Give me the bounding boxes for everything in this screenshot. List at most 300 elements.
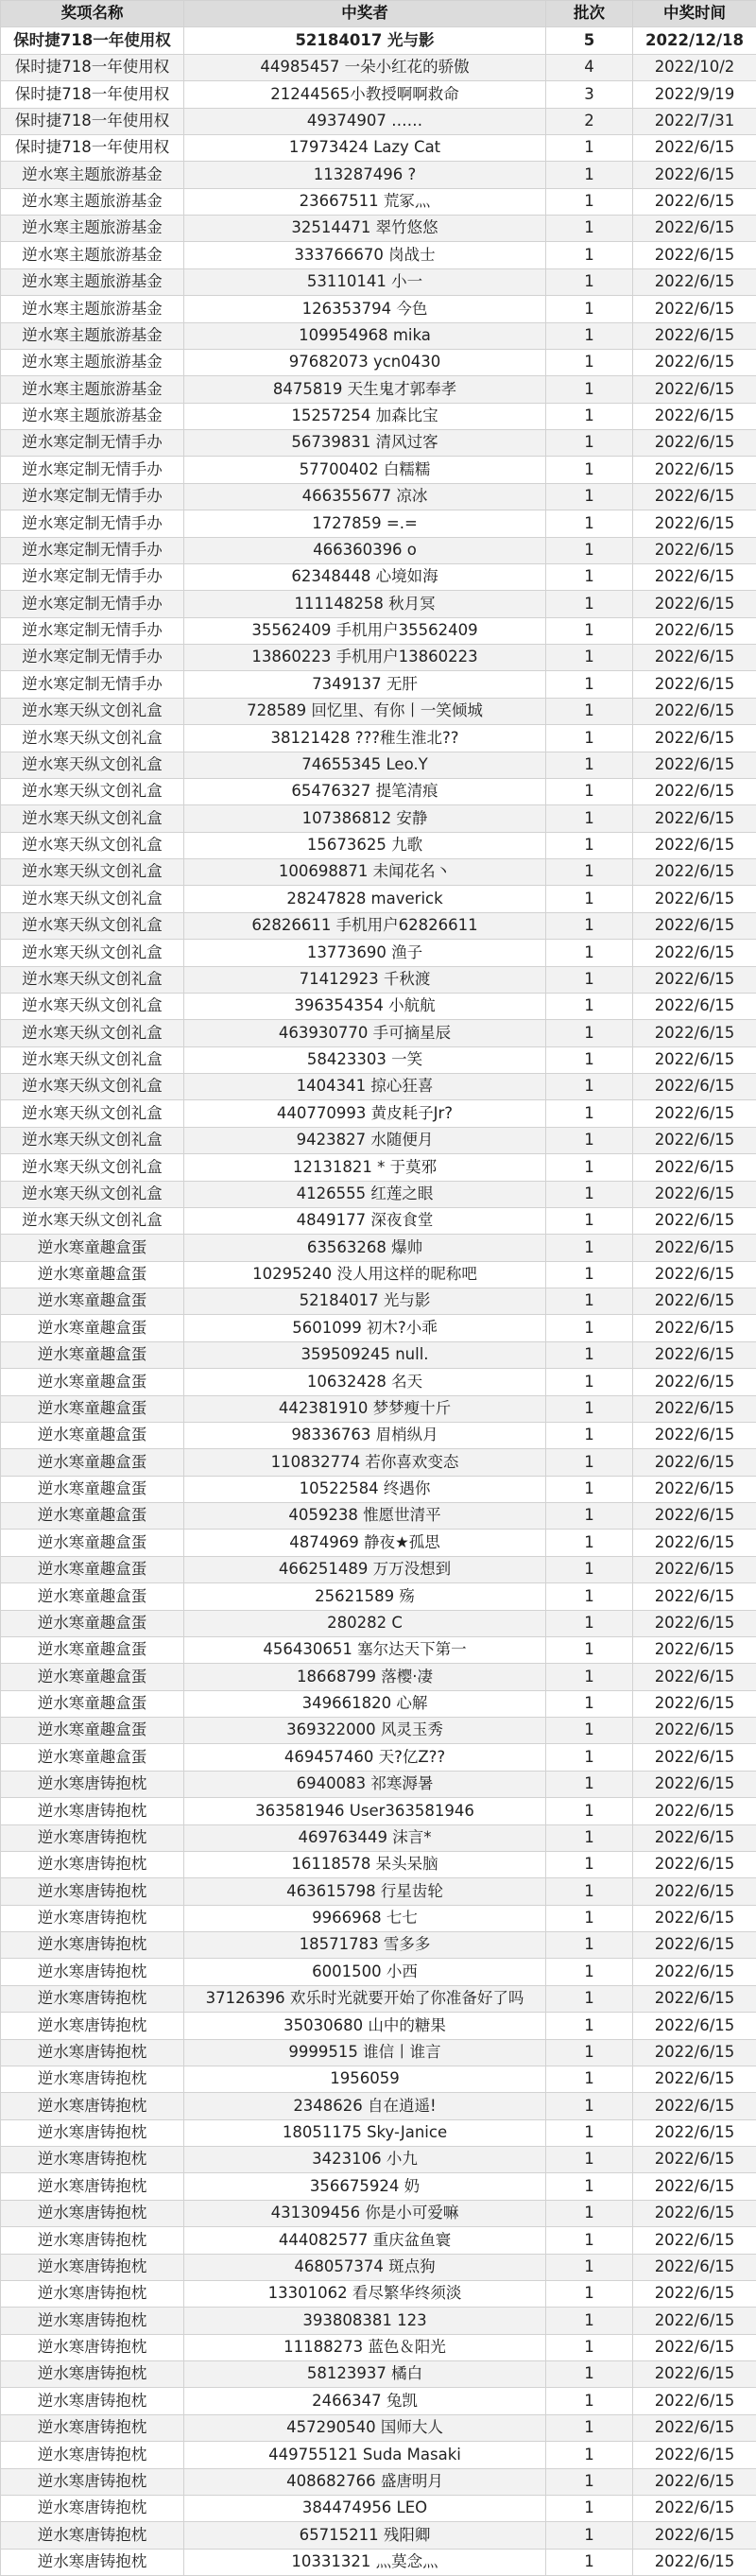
prize-name-cell: 逆水寒童趣盒蛋 [1, 1636, 184, 1663]
prize-name-cell: 逆水寒唐铸抱枕 [1, 2522, 184, 2549]
winner-cell: 12131821 * 于莫邪 [184, 1154, 546, 1181]
winner-cell: 17973424 Lazy Cat [184, 134, 546, 161]
prize-name-cell: 逆水寒天纵文创礼盒 [1, 1046, 184, 1073]
batch-cell: 1 [546, 1636, 633, 1663]
batch-cell: 1 [546, 268, 633, 295]
win-date-cell: 2022/6/15 [633, 430, 756, 457]
win-date-cell: 2022/6/15 [633, 805, 756, 832]
prize-name-cell: 逆水寒唐铸抱枕 [1, 2280, 184, 2307]
batch-cell: 1 [546, 296, 633, 322]
win-date-cell: 2022/6/15 [633, 617, 756, 644]
win-date-cell: 2022/6/15 [633, 2414, 756, 2441]
win-date-cell: 2022/6/15 [633, 2119, 756, 2146]
prize-name-cell: 逆水寒童趣盒蛋 [1, 1583, 184, 1610]
win-date-cell: 2022/6/15 [633, 242, 756, 268]
header-prize-name: 奖项名称 [1, 1, 184, 27]
batch-cell: 1 [546, 778, 633, 804]
winner-cell: 23667511 荒冢灬 [184, 188, 546, 215]
prize-name-cell: 逆水寒唐铸抱枕 [1, 2495, 184, 2521]
winner-cell: 280282 C [184, 1610, 546, 1636]
prize-name-cell: 逆水寒定制无情手办 [1, 671, 184, 698]
prize-name-cell: 逆水寒定制无情手办 [1, 483, 184, 510]
prize-name-cell: 逆水寒天纵文创礼盒 [1, 912, 184, 939]
win-date-cell: 2022/6/15 [633, 322, 756, 349]
winner-cell: 10295240 没人用这样的昵称吧 [184, 1261, 546, 1288]
prize-name-cell: 逆水寒天纵文创礼盒 [1, 859, 184, 886]
table-row [1, 832, 756, 858]
table-row [1, 591, 756, 617]
table-row [1, 1288, 756, 1315]
winner-cell: 359509245 null. [184, 1341, 546, 1368]
batch-cell: 1 [546, 1530, 633, 1556]
table-row [1, 563, 756, 590]
batch-cell: 1 [546, 1395, 633, 1422]
win-date-cell: 2022/6/15 [633, 2308, 756, 2334]
table-row [1, 54, 756, 80]
winner-cell: 28247828 maverick [184, 886, 546, 912]
batch-cell: 1 [546, 698, 633, 724]
table-row [1, 2280, 756, 2307]
prize-name-cell: 逆水寒天纵文创礼盒 [1, 752, 184, 778]
win-date-cell: 2022/6/15 [633, 912, 756, 939]
winner-cell: 21244565小教授啊啊救命 [184, 81, 546, 108]
win-date-cell: 2022/6/15 [633, 2013, 756, 2039]
winner-cell: 13301062 看尽繁华终须淡 [184, 2280, 546, 2307]
winner-cell: 65715211 残阳卿 [184, 2522, 546, 2549]
table-row [1, 2066, 756, 2092]
batch-cell: 1 [546, 2280, 633, 2307]
table-row [1, 1824, 756, 1851]
winner-cell: 728589 回忆里、有你丨一笑倾城 [184, 698, 546, 724]
win-date-cell: 2022/6/15 [633, 296, 756, 322]
batch-cell: 1 [546, 591, 633, 617]
winner-cell: 9999515 谁信丨谁言 [184, 2039, 546, 2066]
table-row [1, 1798, 756, 1824]
win-date-cell: 2022/6/15 [633, 1154, 756, 1181]
win-date-cell: 2022/7/31 [633, 108, 756, 134]
table-row [1, 725, 756, 752]
table-row [1, 403, 756, 429]
table-row [1, 242, 756, 268]
batch-cell: 1 [546, 1261, 633, 1288]
prize-name-cell: 逆水寒天纵文创礼盒 [1, 1100, 184, 1127]
prize-name-cell: 逆水寒主题旅游基金 [1, 188, 184, 215]
table-row [1, 2334, 756, 2360]
batch-cell: 1 [546, 1476, 633, 1502]
win-date-cell: 2022/6/15 [633, 859, 756, 886]
prize-name-cell: 逆水寒唐铸抱枕 [1, 2093, 184, 2119]
prize-name-cell: 逆水寒天纵文创礼盒 [1, 805, 184, 832]
win-date-cell: 2022/6/15 [633, 2039, 756, 2066]
batch-cell: 1 [546, 752, 633, 778]
prize-name-cell: 逆水寒唐铸抱枕 [1, 2013, 184, 2039]
table-row [1, 2361, 756, 2388]
win-date-cell: 2022/6/15 [633, 2361, 756, 2388]
win-date-cell: 2022/6/15 [633, 1878, 756, 1905]
winner-cell: 58123937 橘白 [184, 2361, 546, 2388]
prize-name-cell: 逆水寒唐铸抱枕 [1, 2308, 184, 2334]
table-row [1, 2200, 756, 2226]
table-row [1, 1315, 756, 1341]
prize-name-cell: 逆水寒唐铸抱枕 [1, 2066, 184, 2092]
batch-cell: 1 [546, 1690, 633, 1717]
prize-name-cell: 逆水寒定制无情手办 [1, 537, 184, 563]
table-row [1, 2308, 756, 2334]
winner-cell: 71412923 千秋渡 [184, 966, 546, 993]
table-row [1, 1985, 756, 2012]
prize-name-cell: 逆水寒天纵文创礼盒 [1, 940, 184, 966]
win-date-cell: 2022/6/15 [633, 2468, 756, 2495]
prize-name-cell: 逆水寒定制无情手办 [1, 457, 184, 483]
winner-cell: 396354354 小航航 [184, 993, 546, 1019]
table-row [1, 1181, 756, 1207]
win-date-cell: 2022/6/15 [633, 1610, 756, 1636]
batch-cell: 1 [546, 1556, 633, 1582]
prize-name-cell: 保时捷718一年使用权 [1, 108, 184, 134]
table-row [1, 2522, 756, 2549]
winner-cell: 431309456 你是小可爱嘛 [184, 2200, 546, 2226]
prize-name-cell: 逆水寒天纵文创礼盒 [1, 698, 184, 724]
winner-cell: 369322000 风灵玉秀 [184, 1718, 546, 1744]
winner-cell: 15673625 九歌 [184, 832, 546, 858]
win-date-cell: 2022/6/15 [633, 2254, 756, 2280]
win-date-cell: 2022/6/15 [633, 349, 756, 375]
prize-name-cell: 逆水寒童趣盒蛋 [1, 1556, 184, 1582]
table-row [1, 1636, 756, 1663]
batch-cell: 4 [546, 54, 633, 80]
winner-cell: 10522584 终遇你 [184, 1476, 546, 1502]
winner-cell: 97682073 ycn0430 [184, 349, 546, 375]
win-date-cell: 2022/6/15 [633, 2227, 756, 2254]
table-row [1, 1046, 756, 1073]
winner-cell: 37126396 欢乐时光就要开始了你准备好了吗 [184, 1985, 546, 2012]
table-row [1, 1476, 756, 1502]
winner-cell: 98336763 眉梢纵月 [184, 1422, 546, 1448]
batch-cell: 1 [546, 134, 633, 161]
prize-name-cell: 逆水寒天纵文创礼盒 [1, 1074, 184, 1100]
table-row [1, 752, 756, 778]
prize-name-cell: 逆水寒天纵文创礼盒 [1, 1207, 184, 1234]
win-date-cell: 2022/9/19 [633, 81, 756, 108]
batch-cell: 1 [546, 671, 633, 698]
win-date-cell: 2022/6/15 [633, 2280, 756, 2307]
batch-cell: 1 [546, 1288, 633, 1315]
batch-cell: 1 [546, 1851, 633, 1877]
prize-name-cell: 逆水寒童趣盒蛋 [1, 1288, 184, 1315]
batch-cell: 1 [546, 483, 633, 510]
win-date-cell: 2022/6/15 [633, 1074, 756, 1100]
table-row [1, 483, 756, 510]
batch-cell: 1 [546, 1235, 633, 1261]
win-date-cell: 2022/6/15 [633, 2093, 756, 2119]
prize-name-cell: 逆水寒童趣盒蛋 [1, 1664, 184, 1690]
win-date-cell: 2022/6/15 [633, 2388, 756, 2414]
table-row [1, 1207, 756, 1234]
table-row [1, 376, 756, 403]
prize-name-cell: 逆水寒唐铸抱枕 [1, 1798, 184, 1824]
winner-cell: 57700402 白糯糯 [184, 457, 546, 483]
winner-cell: 113287496 ? [184, 162, 546, 188]
win-date-cell: 2022/6/15 [633, 832, 756, 858]
table-body [1, 27, 756, 2576]
winner-cell: 363581946 User363581946 [184, 1798, 546, 1824]
winner-cell: 4849177 深夜食堂 [184, 1207, 546, 1234]
prize-name-cell: 逆水寒唐铸抱枕 [1, 2039, 184, 2066]
prize-name-cell: 逆水寒天纵文创礼盒 [1, 832, 184, 858]
table-row [1, 1610, 756, 1636]
winner-cell: 5601099 初木?小乖 [184, 1315, 546, 1341]
table-row [1, 2495, 756, 2521]
table-row [1, 2093, 756, 2119]
prize-name-cell: 逆水寒唐铸抱枕 [1, 1905, 184, 1931]
table-row [1, 1771, 756, 1797]
winner-cell: 126353794 今色 [184, 296, 546, 322]
batch-cell: 1 [546, 912, 633, 939]
winner-cell: 442381910 梦梦瘦十斤 [184, 1395, 546, 1422]
prize-name-cell: 逆水寒童趣盒蛋 [1, 1610, 184, 1636]
batch-cell: 1 [546, 2442, 633, 2468]
table-row [1, 216, 756, 242]
winner-cell: 25621589 殇 [184, 1583, 546, 1610]
win-date-cell: 2022/6/15 [633, 1369, 756, 1395]
batch-cell: 1 [546, 2119, 633, 2146]
win-date-cell: 2022/6/15 [633, 1851, 756, 1877]
prize-name-cell: 逆水寒唐铸抱枕 [1, 2200, 184, 2226]
win-date-cell: 2022/6/15 [633, 2549, 756, 2575]
prize-name-cell: 逆水寒童趣盒蛋 [1, 1315, 184, 1341]
table-row [1, 2147, 756, 2173]
winner-cell: 469763449 沫言* [184, 1824, 546, 1851]
win-date-cell: 2022/6/15 [633, 1905, 756, 1931]
batch-cell: 1 [546, 1315, 633, 1341]
table-row [1, 1932, 756, 1959]
win-date-cell: 2022/6/15 [633, 537, 756, 563]
table-row [1, 2388, 756, 2414]
winner-cell: 100698871 未闻花名丶 [184, 859, 546, 886]
table-row [1, 859, 756, 886]
winner-cell: 35030680 山中的糖果 [184, 2013, 546, 2039]
batch-cell: 1 [546, 2549, 633, 2575]
batch-cell: 1 [546, 1422, 633, 1448]
winner-cell: 1404341 掠心狂喜 [184, 1074, 546, 1100]
table-row [1, 1503, 756, 1530]
prize-name-cell: 逆水寒天纵文创礼盒 [1, 1154, 184, 1181]
table-row [1, 1261, 756, 1288]
batch-cell: 1 [546, 2495, 633, 2521]
winner-cell: 393808381 123 [184, 2308, 546, 2334]
table-row [1, 162, 756, 188]
prize-name-cell: 逆水寒天纵文创礼盒 [1, 966, 184, 993]
winner-cell: 440770993 黄皮耗子Jr? [184, 1100, 546, 1127]
win-date-cell: 2022/6/15 [633, 1985, 756, 2012]
winner-cell: 18668799 落樱·凄 [184, 1664, 546, 1690]
batch-cell: 1 [546, 537, 633, 563]
prize-name-cell: 逆水寒童趣盒蛋 [1, 1503, 184, 1530]
table-row [1, 322, 756, 349]
prize-name-cell: 逆水寒主题旅游基金 [1, 376, 184, 403]
winner-cell: 62826611 手机用户62826611 [184, 912, 546, 939]
win-date-cell: 2022/6/15 [633, 2147, 756, 2173]
winner-cell: 35562409 手机用户35562409 [184, 617, 546, 644]
batch-cell: 1 [546, 1959, 633, 1985]
prize-name-cell: 逆水寒定制无情手办 [1, 645, 184, 671]
batch-cell: 1 [546, 2200, 633, 2226]
batch-cell: 1 [546, 1878, 633, 1905]
prize-name-cell: 逆水寒唐铸抱枕 [1, 2361, 184, 2388]
batch-cell: 1 [546, 1798, 633, 1824]
prize-name-cell: 逆水寒唐铸抱枕 [1, 1959, 184, 1985]
batch-cell: 1 [546, 993, 633, 1019]
win-date-cell: 2022/6/15 [633, 1476, 756, 1502]
win-date-cell: 2022/6/15 [633, 1207, 756, 1234]
winner-cell: 63563268 爆帅 [184, 1235, 546, 1261]
winner-cell: 74655345 Leo.Y [184, 752, 546, 778]
win-date-cell: 2022/6/15 [633, 1690, 756, 1717]
win-date-cell: 2022/6/15 [633, 510, 756, 537]
table-row [1, 966, 756, 993]
winner-cell: 44985457 一朵小红花的骄傲 [184, 54, 546, 80]
winner-cell: 62348448 心境如海 [184, 563, 546, 590]
prize-name-cell: 逆水寒童趣盒蛋 [1, 1449, 184, 1476]
win-date-cell: 2022/10/2 [633, 54, 756, 80]
header-batch: 批次 [546, 1, 633, 27]
win-date-cell: 2022/6/15 [633, 2495, 756, 2521]
winner-cell: 2466347 兔凯 [184, 2388, 546, 2414]
batch-cell: 1 [546, 805, 633, 832]
win-date-cell: 2022/6/15 [633, 2200, 756, 2226]
prize-name-cell: 逆水寒童趣盒蛋 [1, 1718, 184, 1744]
table-row [1, 188, 756, 215]
win-date-cell: 2022/6/15 [633, 1020, 756, 1046]
prize-name-cell: 逆水寒主题旅游基金 [1, 268, 184, 295]
winner-cell: 4126555 红莲之眼 [184, 1181, 546, 1207]
prize-name-cell: 逆水寒主题旅游基金 [1, 296, 184, 322]
table-row [1, 912, 756, 939]
prize-name-cell: 逆水寒童趣盒蛋 [1, 1235, 184, 1261]
table-row [1, 2119, 756, 2146]
batch-cell: 1 [546, 563, 633, 590]
prize-name-cell: 逆水寒定制无情手办 [1, 617, 184, 644]
table-row [1, 2227, 756, 2254]
win-date-cell: 2022/6/15 [633, 1583, 756, 1610]
table-row [1, 2013, 756, 2039]
win-date-cell: 2022/6/15 [633, 563, 756, 590]
win-date-cell: 2022/6/15 [633, 1449, 756, 1476]
win-date-cell: 2022/6/15 [633, 403, 756, 429]
batch-cell: 5 [546, 27, 633, 54]
batch-cell: 1 [546, 2039, 633, 2066]
table-row [1, 671, 756, 698]
prize-name-cell: 逆水寒天纵文创礼盒 [1, 1127, 184, 1153]
win-date-cell: 2022/6/15 [633, 698, 756, 724]
table-row [1, 1905, 756, 1931]
prize-name-cell: 逆水寒唐铸抱枕 [1, 2414, 184, 2441]
batch-cell: 1 [546, 832, 633, 858]
table-row [1, 1530, 756, 1556]
win-date-cell: 2022/6/15 [633, 134, 756, 161]
winner-cell: 356675924 奶 [184, 2173, 546, 2200]
batch-cell: 1 [546, 510, 633, 537]
winner-cell: 333766670 岗战士 [184, 242, 546, 268]
header-row [1, 1, 756, 27]
prize-name-cell: 逆水寒主题旅游基金 [1, 242, 184, 268]
batch-cell: 1 [546, 2173, 633, 2200]
batch-cell: 1 [546, 2227, 633, 2254]
batch-cell: 1 [546, 2334, 633, 2360]
batch-cell: 1 [546, 859, 633, 886]
winner-cell: 52184017 光与影 [184, 1288, 546, 1315]
header-win-date: 中奖时间 [633, 1, 756, 27]
table-row [1, 134, 756, 161]
table-row [1, 1369, 756, 1395]
table-row [1, 457, 756, 483]
batch-cell: 1 [546, 1610, 633, 1636]
batch-cell: 1 [546, 940, 633, 966]
win-date-cell: 2022/6/15 [633, 1341, 756, 1368]
win-date-cell: 2022/6/15 [633, 1181, 756, 1207]
prize-name-cell: 逆水寒唐铸抱枕 [1, 2119, 184, 2146]
win-date-cell: 2022/6/15 [633, 1824, 756, 1851]
prize-name-cell: 逆水寒唐铸抱枕 [1, 1932, 184, 1959]
batch-cell: 1 [546, 1503, 633, 1530]
prize-name-cell: 逆水寒童趣盒蛋 [1, 1341, 184, 1368]
win-date-cell: 2022/6/15 [633, 1395, 756, 1422]
winner-cell: 49374907 …… [184, 108, 546, 134]
win-date-cell: 2022/6/15 [633, 483, 756, 510]
winner-cell: 10331321 灬莫念灬 [184, 2549, 546, 2575]
table-row [1, 778, 756, 804]
winner-cell: 56739831 清风过客 [184, 430, 546, 457]
batch-cell: 1 [546, 2147, 633, 2173]
prize-name-cell: 逆水寒童趣盒蛋 [1, 1744, 184, 1771]
batch-cell: 2 [546, 108, 633, 134]
table-row [1, 1959, 756, 1985]
prize-name-cell: 保时捷718一年使用权 [1, 81, 184, 108]
winner-cell: 6001500 小西 [184, 1959, 546, 1985]
table-row [1, 2254, 756, 2280]
win-date-cell: 2022/6/15 [633, 778, 756, 804]
prize-name-cell: 保时捷718一年使用权 [1, 54, 184, 80]
batch-cell: 1 [546, 886, 633, 912]
batch-cell: 1 [546, 1932, 633, 1959]
win-date-cell: 2022/6/15 [633, 1771, 756, 1797]
batch-cell: 1 [546, 2093, 633, 2119]
win-date-cell: 2022/6/15 [633, 1422, 756, 1448]
winner-cell: 110832774 若你喜欢变态 [184, 1449, 546, 1476]
prize-name-cell: 逆水寒童趣盒蛋 [1, 1422, 184, 1448]
batch-cell: 1 [546, 322, 633, 349]
win-date-cell: 2022/6/15 [633, 1932, 756, 1959]
winner-cell: 8475819 天生鬼才郭奉孝 [184, 376, 546, 403]
table-row [1, 537, 756, 563]
prize-name-cell: 逆水寒主题旅游基金 [1, 403, 184, 429]
winner-cell: 349661820 心解 [184, 1690, 546, 1717]
prize-name-cell: 逆水寒唐铸抱枕 [1, 2147, 184, 2173]
win-date-cell: 2022/6/15 [633, 1664, 756, 1690]
batch-cell: 1 [546, 1744, 633, 1771]
prize-name-cell: 逆水寒童趣盒蛋 [1, 1476, 184, 1502]
winner-cell: 466355677 凉冰 [184, 483, 546, 510]
prize-name-cell: 逆水寒定制无情手办 [1, 430, 184, 457]
batch-cell: 1 [546, 1074, 633, 1100]
winner-cell: 18051175 Sky-Janice [184, 2119, 546, 2146]
table-row [1, 2549, 756, 2575]
winner-cell: 32514471 翠竹悠悠 [184, 216, 546, 242]
winner-cell: 107386812 安静 [184, 805, 546, 832]
table-row [1, 81, 756, 108]
table-row [1, 993, 756, 1019]
win-date-cell: 2022/6/15 [633, 1744, 756, 1771]
